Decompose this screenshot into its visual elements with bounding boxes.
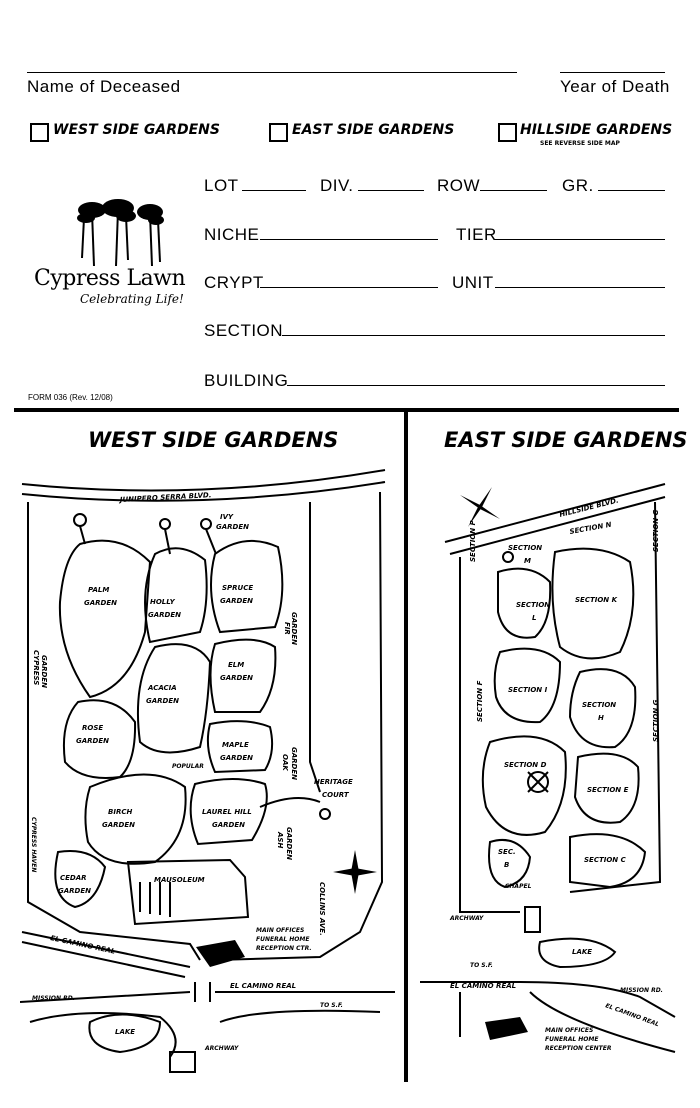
form-number: FORM 036 (Rev. 12/08) <box>28 393 113 402</box>
ivy-garden-label-2: GARDEN <box>216 523 250 531</box>
oak-garden-label-1: OAK <box>281 754 289 771</box>
east-side-checkbox[interactable] <box>269 123 288 142</box>
niche-field-line[interactable] <box>260 239 438 240</box>
lot-label: LOT <box>204 176 239 195</box>
section-e-label: SECTION E <box>587 786 629 794</box>
unit-field-line[interactable] <box>495 287 665 288</box>
west-side-map <box>20 462 400 1082</box>
spruce-garden-label-2: GARDEN <box>220 597 254 605</box>
east-el-camino-diag-label: EL CAMINO REAL <box>604 1002 660 1029</box>
palm-garden-label-2: GARDEN <box>84 599 118 607</box>
holly-garden-label-2: GARDEN <box>148 611 182 619</box>
section-h-label-1: SECTION <box>582 701 617 709</box>
tier-field-line[interactable] <box>495 239 665 240</box>
name-field-line[interactable] <box>27 72 517 73</box>
birch-garden-label-1: BIRCH <box>108 808 133 816</box>
birch-garden-label-2: GARDEN <box>102 821 136 829</box>
year-field-line[interactable] <box>560 72 665 73</box>
junipero-label: JUNIPERO SERRA BLVD. <box>119 491 212 504</box>
mausoleum-label: MAUSOLEUM <box>154 876 205 884</box>
row-field-line[interactable] <box>480 190 547 191</box>
section-field-line[interactable] <box>282 335 665 336</box>
section-h-label-2: H <box>598 714 604 722</box>
main-offices-label-3: RECEPTION CTR. <box>256 945 312 952</box>
lot-field-line[interactable] <box>242 190 306 191</box>
section-p-label: SECTION P <box>469 520 477 562</box>
section-m-label-1: SECTION <box>508 544 543 552</box>
east-mission-rd-label: MISSION RD. <box>620 987 663 994</box>
collins-ave-label: COLLINS AVE. <box>318 882 326 936</box>
heritage-court-label-2: COURT <box>322 791 349 799</box>
laurel-hill-label-1: LAUREL HILL <box>202 808 252 816</box>
lake-label: LAKE <box>115 1028 136 1036</box>
gr-field-line[interactable] <box>598 190 665 191</box>
section-g-mid-label: SECTION G <box>652 699 660 742</box>
acacia-garden-label-1: ACACIA <box>148 684 177 692</box>
cedar-garden-label-1: CEDAR <box>60 874 87 882</box>
section-l-label-2: L <box>532 614 537 622</box>
el-camino-diag-label: EL CAMINO REAL <box>49 934 116 956</box>
year-of-death-label: Year of Death <box>560 77 670 96</box>
fir-garden-label-2: GARDEN <box>290 612 298 646</box>
crypt-field-line[interactable] <box>260 287 438 288</box>
section-k-label: SECTION K <box>575 596 618 604</box>
maple-garden-label-2: GARDEN <box>220 754 254 762</box>
ash-garden-label-1: ASH <box>276 832 284 849</box>
elm-garden-label-1: ELM <box>228 661 245 669</box>
logo-tagline: Celebrating Life! <box>80 292 184 306</box>
building-field-line[interactable] <box>287 385 665 386</box>
section-i-label: SECTION I <box>508 686 548 694</box>
west-map-title: WEST SIDE GARDENS <box>88 428 339 452</box>
holly-garden-label-1: HOLLY <box>150 598 175 606</box>
horizontal-divider <box>14 408 679 412</box>
archway-label: ARCHWAY <box>205 1045 239 1052</box>
hillside-reverse-note: SEE REVERSE SIDE MAP <box>540 140 620 147</box>
west-side-option-label: WEST SIDE GARDENS <box>53 122 220 138</box>
cedar-garden-label-2: GARDEN <box>58 887 92 895</box>
cypress-haven-label: CYPRESS HAVEN <box>30 817 37 873</box>
rose-garden-label-1: ROSE <box>82 724 104 732</box>
east-archway-label: ARCHWAY <box>450 915 484 922</box>
unit-label: UNIT <box>452 273 494 292</box>
mission-rd-label: MISSION RD. <box>32 995 75 1002</box>
oak-garden-label-2: GARDEN <box>290 747 298 781</box>
ash-garden-label-2: GARDEN <box>285 827 293 861</box>
section-label: SECTION <box>204 321 284 340</box>
cypress-garden-label-2: GARDEN <box>40 655 48 689</box>
name-of-deceased-label: Name of Deceased <box>27 77 181 96</box>
div-label: DIV. <box>320 176 354 195</box>
main-offices-label-1: MAIN OFFICES <box>256 927 305 934</box>
hillside-checkbox[interactable] <box>498 123 517 142</box>
east-side-map <box>420 462 680 1082</box>
east-compass-icon <box>460 487 500 527</box>
west-side-checkbox[interactable] <box>30 123 49 142</box>
elm-garden-label-2: GARDEN <box>220 674 254 682</box>
section-l-label-1: SECTION <box>516 601 551 609</box>
east-lake-label: LAKE <box>572 948 593 956</box>
el-camino-label: EL CAMINO REAL <box>230 982 297 990</box>
cypress-garden-label-1: CYPRESS <box>32 650 40 686</box>
compass-icon <box>333 850 377 894</box>
palm-garden-label-1: PALM <box>88 586 110 594</box>
east-map-title: EAST SIDE GARDENS <box>444 428 688 452</box>
div-field-line[interactable] <box>358 190 424 191</box>
section-m-label-2: M <box>524 557 531 565</box>
east-to-sf-label: TO S.F. <box>470 962 493 969</box>
main-offices-label-2: FUNERAL HOME <box>256 936 310 943</box>
heritage-court-label-1: HERITAGE <box>314 778 353 786</box>
hillside-blvd-label: HILLSIDE BLVD. <box>558 496 620 519</box>
cypress-trees-logo <box>70 198 170 268</box>
logo-name: Cypress Lawn <box>34 266 186 291</box>
maple-garden-label-1: MAPLE <box>222 741 249 749</box>
popular-label: POPULAR <box>172 763 204 770</box>
ivy-garden-label-1: IVY <box>220 513 234 521</box>
vertical-divider <box>404 410 408 1082</box>
section-c-label: SECTION C <box>584 856 626 864</box>
main-offices-building <box>196 940 245 967</box>
hillside-option-label: HILLSIDE GARDENS <box>520 122 673 138</box>
east-main-offices-label-3: RECEPTION CENTER <box>545 1045 612 1052</box>
crypt-label: CRYPT <box>204 273 264 292</box>
rose-garden-label-2: GARDEN <box>76 737 110 745</box>
east-main-offices-building <box>485 1017 528 1040</box>
section-f-label: SECTION F <box>476 680 484 722</box>
section-d-label: SECTION D <box>504 761 547 769</box>
spruce-garden-label-1: SPRUCE <box>222 584 254 592</box>
row-label: ROW <box>437 176 481 195</box>
east-main-offices-label-1: MAIN OFFICES <box>545 1027 594 1034</box>
section-g-top-label: SECTION G <box>652 509 660 552</box>
laurel-hill-label-2: GARDEN <box>212 821 246 829</box>
to-sf-label: TO S.F. <box>320 1002 343 1009</box>
niche-label: NICHE <box>204 225 260 244</box>
acacia-garden-label-2: GARDEN <box>146 697 180 705</box>
chapel-label: CHAPEL <box>505 883 532 890</box>
section-b-label-2: B <box>504 861 510 869</box>
east-main-offices-label-2: FUNERAL HOME <box>545 1036 599 1043</box>
east-el-camino-label: EL CAMINO REAL <box>450 982 517 990</box>
fir-garden-label-1: FIR <box>283 622 291 635</box>
section-b-label-1: SEC. <box>498 848 516 856</box>
gr-label: GR. <box>562 176 594 195</box>
section-n-label: SECTION N <box>568 520 613 536</box>
tier-label: TIER <box>456 225 497 244</box>
building-label: BUILDING <box>204 371 289 390</box>
east-side-option-label: EAST SIDE GARDENS <box>292 122 455 138</box>
